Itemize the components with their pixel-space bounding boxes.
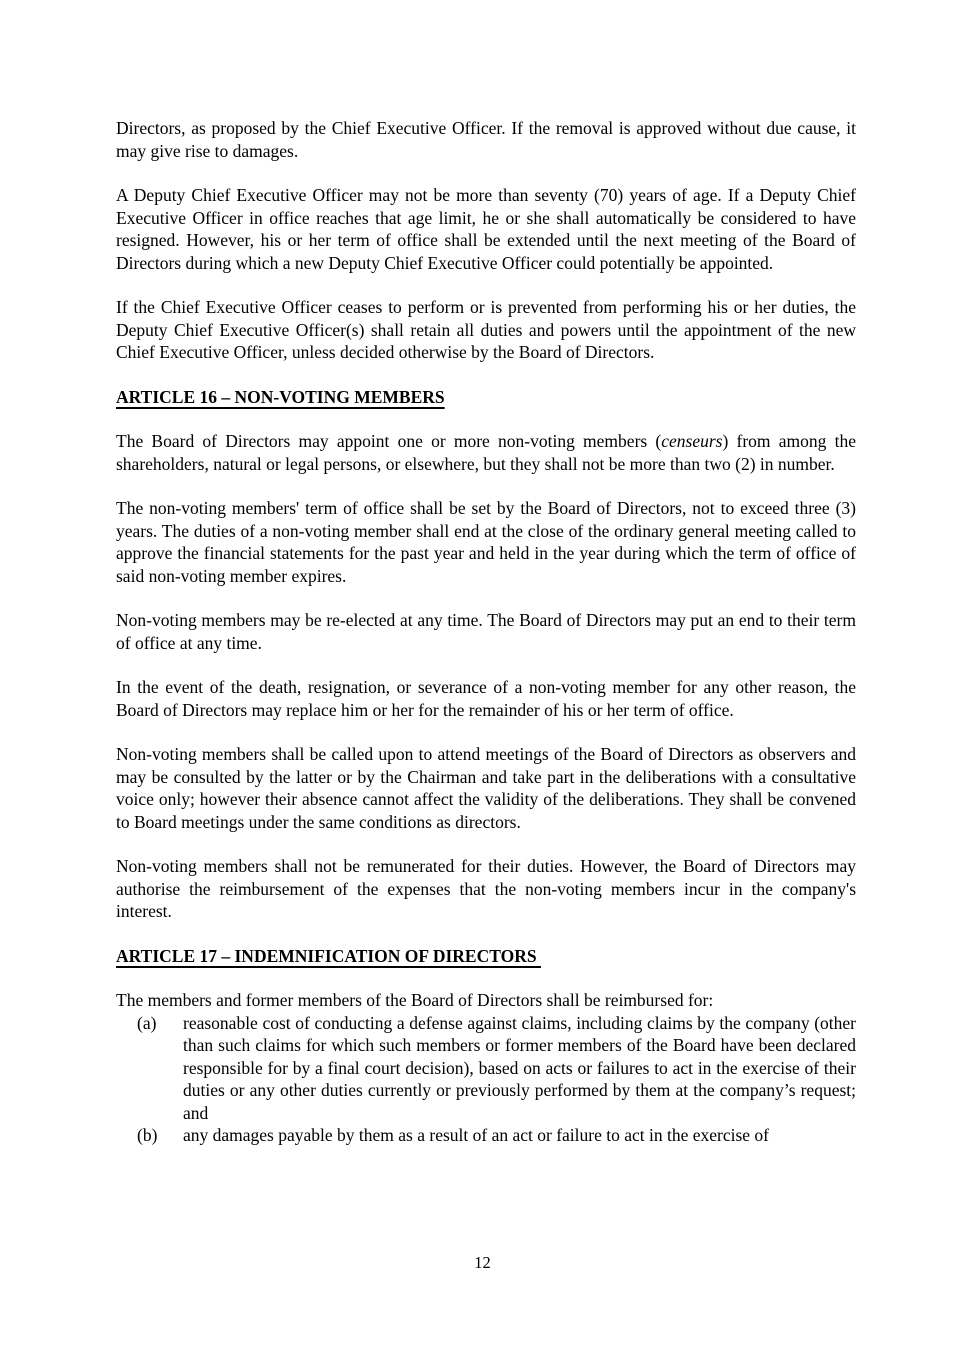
paragraph-reimbursed-intro: The members and former members of the Board of Directors shall be reimbursed for: xyxy=(116,990,714,1010)
page-number: 12 xyxy=(474,1253,491,1272)
paragraph-not-remunerated: Non-voting members shall not be remunerated for their duties. However, the Board of Directors may authorise the reimbursement of the expenses that the non-voting members incur in the company's interest. xyxy=(116,856,856,921)
paragraph-appoint-non-voting-members xyxy=(116,430,856,475)
list-item-a-text: reasonable cost of conducting a defense against claims, including claims by the company (other than such claims for which such members or former members of the Board have been declared responsible for by a final court decision), based on acts or failures to act in the exercise of their duties or any other duties currently or previously performed by them at the company’s request; and xyxy=(183,1012,856,1123)
list-item-b xyxy=(116,1124,856,1147)
paragraph-attend-meetings: Non-voting members shall be called upon to attend meetings of the Board of Directors as observers and may be consulted by the latter or by the Chairman and take part in the deliberations with a consultative voice only; however their absence cannot affect the validity of the deliberations. They shall be convened to Board meetings under the same conditions as directors. xyxy=(116,744,856,832)
list-item-a-marker: (a) xyxy=(137,1012,157,1033)
article-17-heading-text: ARTICLE 17 – INDEMNIFICATION OF DIRECTORS xyxy=(116,945,541,966)
paragraph-removal-damages: Directors, as proposed by the Chief Executive Officer. If the removal is approved without due cause, it may give rise to damages. xyxy=(116,118,856,161)
paragraph-death-resignation: In the event of the death, resignation, or severance of a non-voting member for any other reason, the Board of Directors may replace him or her for the remainder of his or her term of office. xyxy=(116,677,856,720)
list-item-a xyxy=(116,1012,856,1125)
censeurs-italic-term: censeurs xyxy=(661,431,723,451)
article-16-heading-text: ARTICLE 16 – NON-VOTING MEMBERS xyxy=(116,386,445,407)
paragraph-ceo-ceases-to-perform: If the Chief Executive Officer ceases to perform or is prevented from performing his or her duties, the Deputy Chief Executive Officer(s) shall retain all duties and powers until the appointment of the new Chief Executive Officer, unless decided otherwise by the Board of Directors. xyxy=(116,297,856,362)
paragraph-appoint-post: ) from among the shareholders, natural or legal persons, or elsewhere, but they shall not be more than two (2) in number. xyxy=(116,431,856,474)
article-17-heading xyxy=(116,945,856,968)
paragraph-deputy-ceo-age-limit: A Deputy Chief Executive Officer may not be more than seventy (70) years of age. If a Deputy Chief Executive Officer in office reaches that age limit, he or she shall automatically be considered to have resigned. However, his or her term of office shall be extended until the next meeting of the Board of Directors during which a new Deputy Chief Executive Officer could potentially be appointed. xyxy=(116,185,856,273)
paragraph-appoint-pre: The Board of Directors may appoint one or more non-voting members ( xyxy=(116,431,662,451)
article-16-heading xyxy=(116,386,856,409)
list-item-b-marker: (b) xyxy=(137,1125,158,1145)
paragraph-term-of-office: The non-voting members' term of office shall be set by the Board of Directors, not to exceed three (3) years. The duties of a non-voting member shall end at the close of the ordinary general meeting called to approve the financial statements for the past year and held in the year during which the term of office of said non-voting member expires. xyxy=(116,498,856,586)
paragraph-re-election: Non-voting members may be re-elected at any time. The Board of Directors may put an end to their term of office at any time. xyxy=(116,610,856,653)
list-item-b-text: any damages payable by them as a result of an act or failure to act in the exercise of xyxy=(183,1125,770,1145)
